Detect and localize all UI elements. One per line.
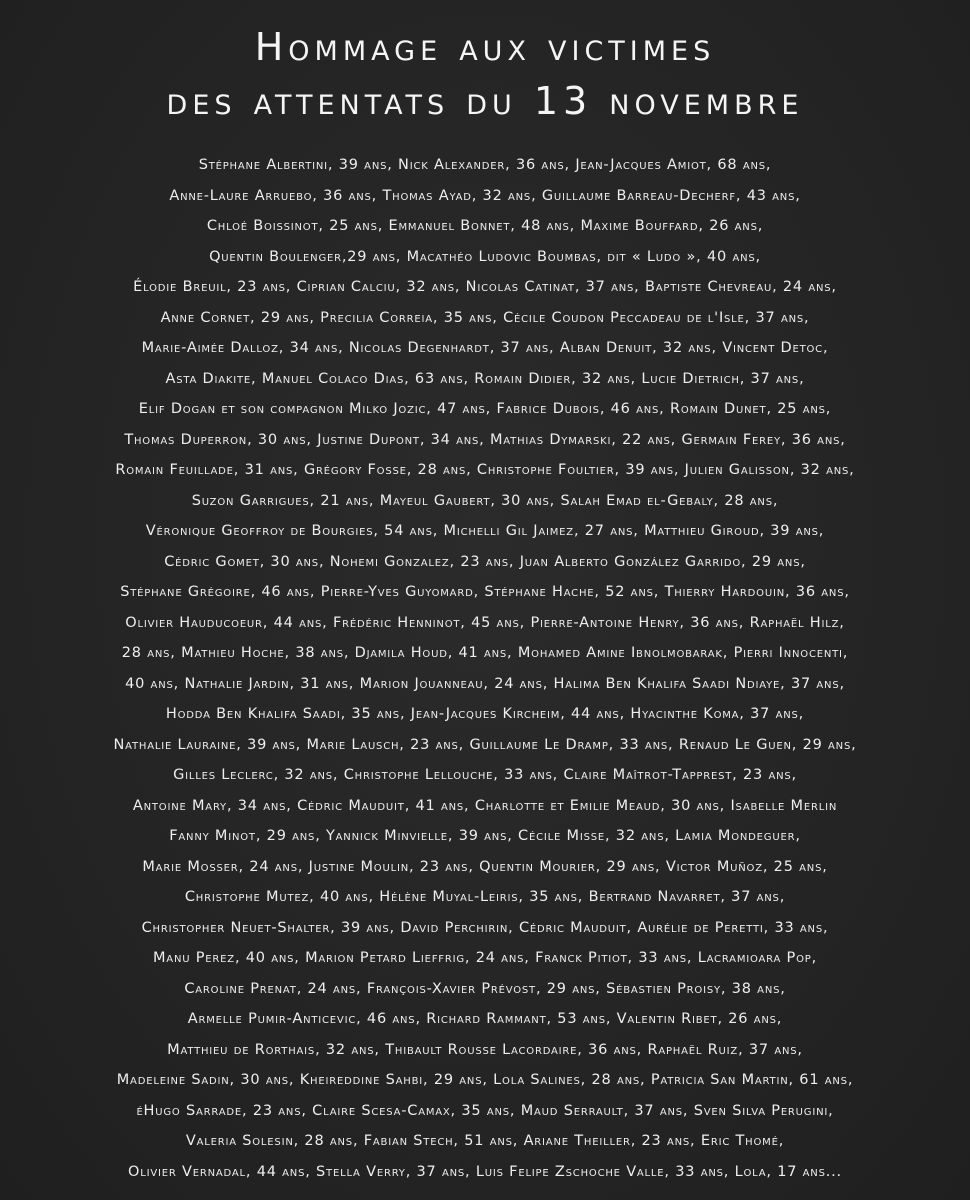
list-item: Marie-Aimée Dalloz, 34 ans, Nicolas Degenhardt, 37 ans, Alban Denuit, 32 ans, Vincent Detoc, xyxy=(141,340,829,356)
list-item: 40 ans, Nathalie Jardin, 31 ans, Marion Jouanneau, 24 ans, Halima Ben Khalifa Saadi Ndiaye, 37 ans, xyxy=(125,675,845,692)
list-item: Valeria Solesin, 28 ans, Fabian Stech, 51 ans, Ariane Theiller, 23 ans, Eric Thomé, xyxy=(185,1133,785,1149)
list-item: Caroline Prenat, 24 ans, François-Xavier Prévost, 29 ans, Sébastien Proisy, 38 ans, xyxy=(184,980,786,997)
list-item: Antoine Mary, 34 ans, Cédric Mauduit, 41 ans, Charlotte et Emilie Meaud, 30 ans, Isabelle Merlin xyxy=(132,797,838,814)
list-item: Asta Diakite, Manuel Colaco Dias, 63 ans, Romain Didier, 32 ans, Lucie Dietrich, 37 ans, xyxy=(165,370,805,387)
list-item: 28 ans, Mathieu Hoche, 38 ans, Djamila Houd, 41 ans, Mohamed Amine Ibnolmobarak, Pierri Innocenti, xyxy=(121,645,849,661)
list-item: Stéphane Albertini, 39 ans, Nick Alexander, 36 ans, Jean-Jacques Amiot, 68 ans, xyxy=(198,157,772,173)
list-item: Élodie Breuil, 23 ans, Ciprian Calciu, 32 ans, Nicolas Catinat, 37 ans, Baptiste Chevreau, 24 ans, xyxy=(133,279,837,295)
victims-list xyxy=(30,150,940,1187)
list-item: Christopher Neuet-Shalter, 39 ans, David Perchirin, Cédric Mauduit, Aurélie de Peretti, 33 ans, xyxy=(141,919,829,936)
list-item: Manu Perez, 40 ans, Marion Petard Lieffrig, 24 ans, Franck Pitiot, 33 ans, Lacramioara Pop, xyxy=(153,950,817,966)
title-line-2: des attentats du 13 novembre xyxy=(166,79,804,123)
list-item: Thomas Duperron, 30 ans, Justine Dupont, 34 ans, Mathias Dymarski, 22 ans, Germain Ferey, 36 ans, xyxy=(124,431,846,448)
page-title xyxy=(0,20,970,128)
list-item: Madeleine Sadin, 30 ans, Kheireddine Sahbi, 29 ans, Lola Salines, 28 ans, Patricia San Martin, 61 ans, xyxy=(116,1072,854,1088)
list-item: Matthieu de Rorthais, 32 ans, Thibault Rousse Lacordaire, 36 ans, Raphaël Ruiz, 37 ans, xyxy=(167,1041,803,1058)
list-item: Quentin Boulenger,29 ans, Macathéo Ludovic Boumbas, dit « Ludo », 40 ans, xyxy=(209,248,761,265)
list-item: Fanny Minot, 29 ans, Yannick Minvielle, 39 ans, Cécile Misse, 32 ans, Lamia Mondeguer, xyxy=(169,828,801,844)
list-item: Anne-Laure Arruebo, 36 ans, Thomas Ayad, 32 ans, Guillaume Barreau-Decherf, 43 ans, xyxy=(169,187,801,204)
list-item: Elif Dogan et son compagnon Milko Jozic, 47 ans, Fabrice Dubois, 46 ans, Romain Dunet, 25 ans, xyxy=(138,401,832,417)
list-item: Hodda Ben Khalifa Saadi, 35 ans, Jean-Jacques Kircheim, 44 ans, Hyacinthe Koma, 37 ans, xyxy=(165,706,805,722)
list-item: Christophe Mutez, 40 ans, Hélène Muyal-Leiris, 35 ans, Bertrand Navarret, 37 ans, xyxy=(184,889,786,905)
list-item: Suzon Garrigues, 21 ans, Mayeul Gaubert, 30 ans, Salah Emad el-Gebaly, 28 ans, xyxy=(191,492,779,509)
list-item: Chloé Boissinot, 25 ans, Emmanuel Bonnet, 48 ans, Maxime Bouffard, 26 ans, xyxy=(206,218,764,234)
list-item: éHugo Sarrade, 23 ans, Claire Scesa-Camax, 35 ans, Maud Serrault, 37 ans, Sven Silva Perugini, xyxy=(136,1102,834,1119)
list-item: Cédric Gomet, 30 ans, Nohemi Gonzalez, 23 ans, Juan Alberto González Garrido, 29 ans, xyxy=(164,553,806,570)
list-item: Anne Cornet, 29 ans, Precilia Correia, 35 ans, Cécile Coudon Peccadeau de l'Isle, 37 ans, xyxy=(160,309,810,326)
list-item: Nathalie Lauraine, 39 ans, Marie Lausch, 23 ans, Guillaume Le Dramp, 33 ans, Renaud Le Guen, 29 ans, xyxy=(113,736,857,753)
list-item: Stéphane Grégoire, 46 ans, Pierre-Yves Guyomard, Stéphane Hache, 52 ans, Thierry Hardouin, 36 ans, xyxy=(120,584,850,600)
list-item: Armelle Pumir-Anticevic, 46 ans, Richard Rammant, 53 ans, Valentin Ribet, 26 ans, xyxy=(187,1011,783,1027)
list-item: Olivier Hauducoeur, 44 ans, Frédéric Henninot, 45 ans, Pierre-Antoine Henry, 36 ans, Raphaël Hilz, xyxy=(125,614,845,631)
list-item: Gilles Leclerc, 32 ans, Christophe Lellouche, 33 ans, Claire Maîtrot-Tapprest, 23 ans, xyxy=(173,767,797,783)
title-line-1: Hommage aux victimes xyxy=(254,25,716,69)
list-item: Véronique Geoffroy de Bourgies, 54 ans, Michelli Gil Jaimez, 27 ans, Matthieu Giroud, 39 ans, xyxy=(145,523,825,539)
list-item: Olivier Vernadal, 44 ans, Stella Verry, 37 ans, Luis Felipe Zschoche Valle, 33 ans, Lola, 17 ans... xyxy=(128,1163,842,1180)
list-item: Romain Feuillade, 31 ans, Grégory Fosse, 28 ans, Christophe Foultier, 39 ans, Julien Galisson, 32 ans, xyxy=(115,462,855,478)
list-item: Marie Mosser, 24 ans, Justine Moulin, 23 ans, Quentin Mourier, 29 ans, Victor Muñoz, 25 ans, xyxy=(142,858,828,875)
